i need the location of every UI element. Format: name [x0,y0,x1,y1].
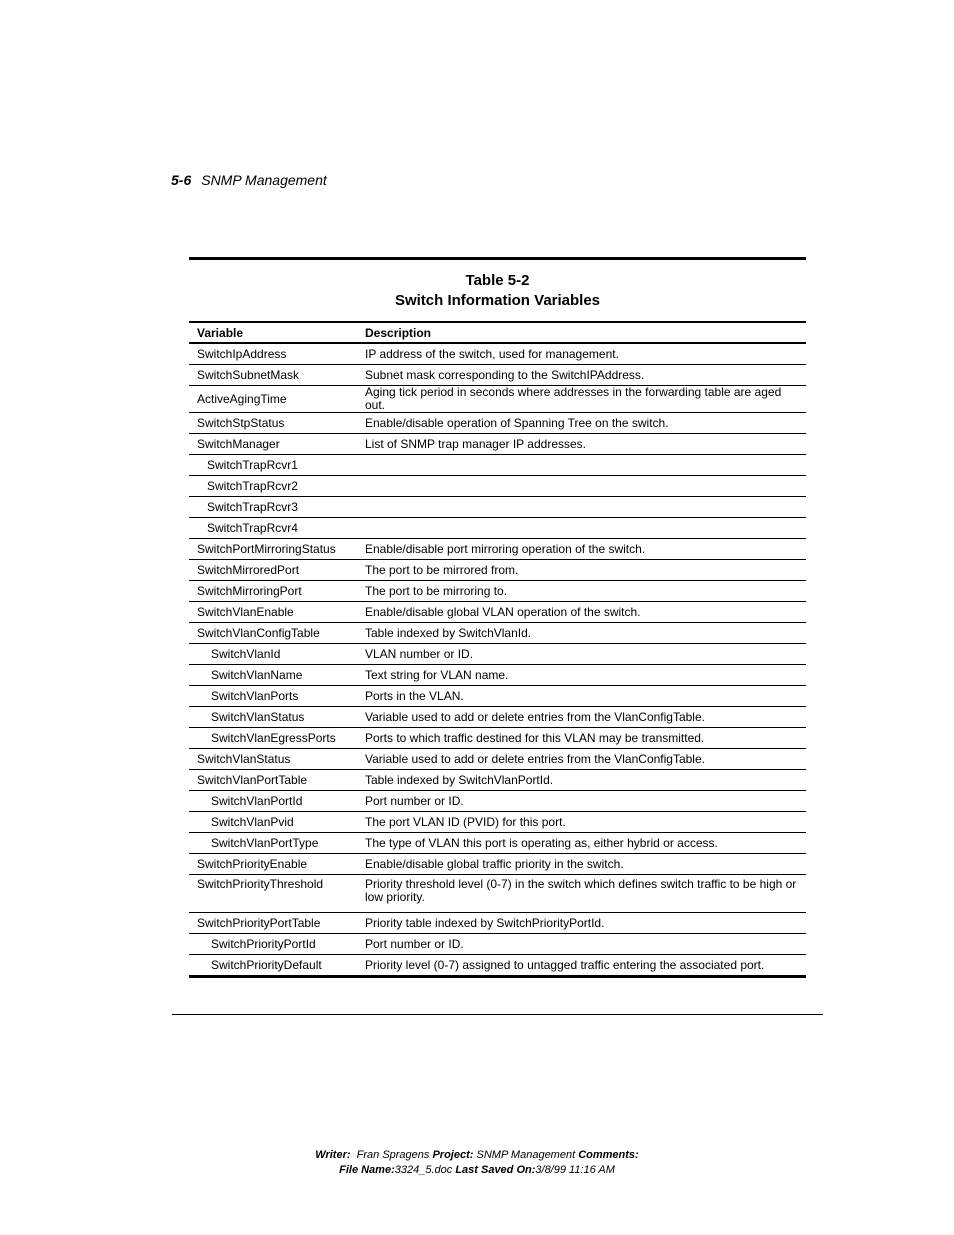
table-row [189,749,806,770]
table-row [189,955,806,977]
description-cell [357,497,806,518]
variable-cell: SwitchVlanEgressPorts [189,728,357,749]
variable-cell: SwitchManager [189,434,357,455]
description-cell: Subnet mask corresponding to the SwitchIPAddress. [357,365,806,386]
page-bottom-rule [172,1014,823,1015]
description-cell: IP address of the switch, used for management. [357,343,806,365]
variable-cell: SwitchPriorityThreshold [189,875,357,913]
variable-cell: SwitchVlanName [189,665,357,686]
saved-value: 3/8/99 11:16 AM [535,1164,615,1176]
table-row [189,386,806,413]
description-cell: The port to be mirroring to. [357,581,806,602]
variable-cell: SwitchVlanPortTable [189,770,357,791]
variable-cell: SwitchMirroringPort [189,581,357,602]
description-cell: The port to be mirrored from. [357,560,806,581]
table-row [189,812,806,833]
description-cell: Ports to which traffic destined for this VLAN may be transmitted. [357,728,806,749]
variable-cell: SwitchPortMirroringStatus [189,539,357,560]
description-cell: Table indexed by SwitchVlanId. [357,623,806,644]
table-row [189,413,806,434]
description-cell: VLAN number or ID. [357,644,806,665]
description-cell: Aging tick period in seconds where addresses in the forwarding table are aged out. [357,386,806,413]
table-row [189,539,806,560]
table-header-row [189,322,806,343]
description-cell: Table indexed by SwitchVlanPortId. [357,770,806,791]
variable-cell: SwitchTrapRcvr1 [189,455,357,476]
table-title: Switch Information Variables [394,292,601,309]
table-row [189,602,806,623]
description-cell: Port number or ID. [357,791,806,812]
writer-label: Writer: [315,1149,351,1161]
writer-value: Fran Spragens [356,1149,430,1161]
table-row [189,644,806,665]
description-cell: Text string for VLAN name. [357,665,806,686]
page-number: 5-6 [171,172,192,188]
table-row [189,833,806,854]
saved-label: Last Saved On: [455,1164,536,1176]
table-row [189,728,806,749]
description-cell: Enable/disable global traffic priority in the switch. [357,854,806,875]
table-row [189,434,806,455]
variable-cell: SwitchVlanStatus [189,749,357,770]
description-cell: Enable/disable global VLAN operation of the switch. [357,602,806,623]
table-row [189,875,806,913]
variable-cell: SwitchTrapRcvr4 [189,518,357,539]
table-row [189,770,806,791]
description-cell: Enable/disable operation of Spanning Tree on the switch. [357,413,806,434]
table-number: Table 5-2 [465,272,530,289]
variable-cell: SwitchVlanConfigTable [189,623,357,644]
table-row [189,686,806,707]
column-header-description: Description [357,322,806,343]
variable-cell: SwitchPriorityDefault [189,955,357,977]
table-row [189,707,806,728]
filename-label: File Name: [339,1164,395,1176]
description-cell: Priority threshold level (0-7) in the switch which defines switch traffic to be high or low priority. [357,875,806,913]
footer-line-2 [0,1164,954,1176]
variable-cell: SwitchStpStatus [189,413,357,434]
section-title: SNMP Management [201,172,327,188]
description-cell: The port VLAN ID (PVID) for this port. [357,812,806,833]
variable-cell: ActiveAgingTime [189,386,357,413]
variable-cell: SwitchVlanId [189,644,357,665]
variable-cell: SwitchTrapRcvr2 [189,476,357,497]
table-body [189,343,806,977]
variable-cell: SwitchVlanPortId [189,791,357,812]
variable-cell: SwitchMirroredPort [189,560,357,581]
description-cell: List of SNMP trap manager IP addresses. [357,434,806,455]
table-row [189,476,806,497]
table-row [189,518,806,539]
running-header [171,172,327,188]
description-cell: The type of VLAN this port is operating as, either hybrid or access. [357,833,806,854]
comments-label: Comments: [578,1149,639,1161]
variable-cell: SwitchVlanPorts [189,686,357,707]
table-caption [189,260,806,321]
description-cell: Priority level (0-7) assigned to untagged traffic entering the associated port. [357,955,806,977]
footer-line-1 [0,1149,954,1161]
description-cell [357,518,806,539]
description-cell [357,476,806,497]
table-row [189,497,806,518]
description-cell: Variable used to add or delete entries from the VlanConfigTable. [357,707,806,728]
table-row [189,791,806,812]
description-cell [357,455,806,476]
table-row [189,934,806,955]
table-row [189,581,806,602]
variable-cell: SwitchTrapRcvr3 [189,497,357,518]
variable-cell: SwitchSubnetMask [189,365,357,386]
project-label: Project: [432,1149,474,1161]
variable-cell: SwitchIpAddress [189,343,357,365]
table-row [189,665,806,686]
variable-cell: SwitchVlanPvid [189,812,357,833]
description-cell: Port number or ID. [357,934,806,955]
table-container [189,257,806,978]
variable-cell: SwitchPriorityEnable [189,854,357,875]
variable-cell: SwitchVlanEnable [189,602,357,623]
table-row [189,343,806,365]
description-cell: Priority table indexed by SwitchPriorityPortId. [357,913,806,934]
table-row [189,854,806,875]
table-row [189,365,806,386]
variable-cell: SwitchPriorityPortId [189,934,357,955]
table-row [189,455,806,476]
table-row [189,623,806,644]
variable-cell: SwitchPriorityPortTable [189,913,357,934]
switch-variables-table [189,321,806,978]
project-value: SNMP Management [476,1149,576,1161]
description-cell: Ports in the VLAN. [357,686,806,707]
filename-value: 3324_5.doc [394,1164,453,1176]
variable-cell: SwitchVlanPortType [189,833,357,854]
description-cell: Variable used to add or delete entries from the VlanConfigTable. [357,749,806,770]
column-header-variable: Variable [189,322,357,343]
description-cell: Enable/disable port mirroring operation of the switch. [357,539,806,560]
table-row [189,560,806,581]
table-row [189,913,806,934]
variable-cell: SwitchVlanStatus [189,707,357,728]
